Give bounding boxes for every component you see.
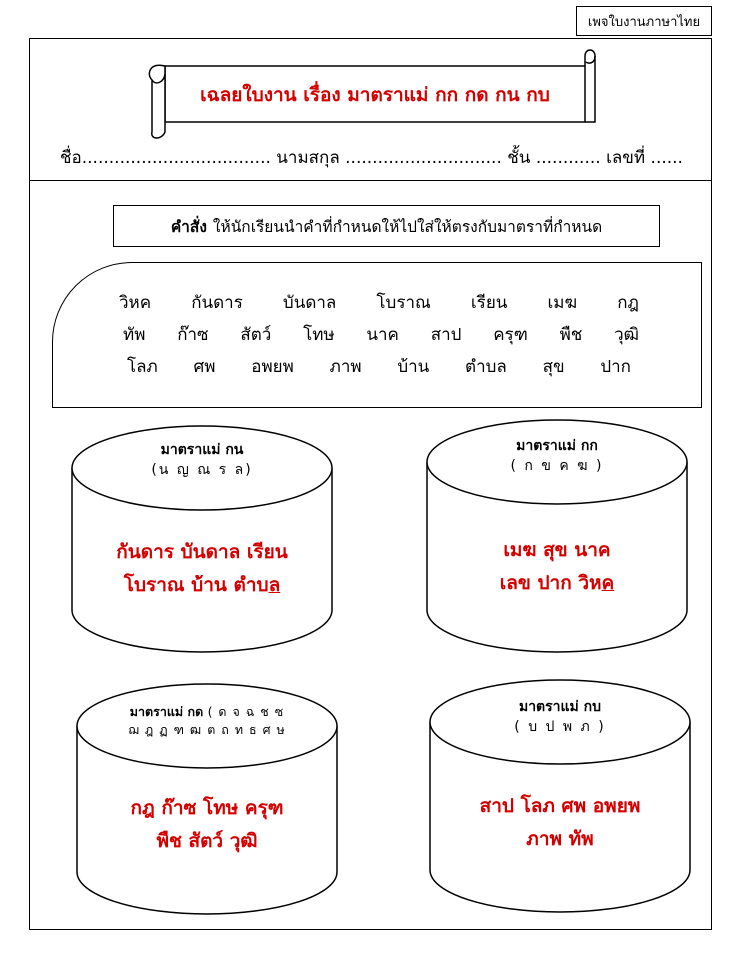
instruction-text: ให้นักเรียนนำคำที่กำหนดให้ไปใส่ให้ตรงกับมาตราที่กำหนด [212,217,603,236]
answer-underlined: ค [601,572,615,595]
word: กันดาร [191,293,243,313]
answer-underlined: ล [268,574,281,597]
word: วิหค [119,293,152,313]
word: เรียน [470,293,508,313]
answer-line: ภาพ ทัพ [526,828,594,851]
answer-line: สาป โลภ ศพ อพยพ [479,795,641,817]
word-row [119,289,639,316]
group-kon-answers [92,536,312,603]
word-bank [52,262,702,408]
word: เมฆ [547,293,578,313]
word: สัตว์ [240,325,272,345]
page-tag: เพจใบงานภาษาไทย [576,6,712,36]
header-divider [29,180,712,181]
worksheet-title: เฉลยใบงาน เรื่อง มาตราแม่ กก กด กน กบ [200,84,550,106]
word: บ้าน [397,357,430,377]
word: ศพ [193,357,216,377]
group-kok-letters: ( ก ข ค ฆ ) [510,458,604,475]
instruction-box [113,205,660,247]
group-kok-name: มาตราแม่ กก [516,438,598,454]
word: โบราณ [376,293,431,313]
answer-line: เมฆ สุข นาค [503,539,611,561]
word: ครุฑ [493,325,528,345]
group-kon-name: มาตราแม่ กน [160,442,244,458]
group-kod-answers [92,792,322,859]
word: ภาพ [329,357,362,377]
group-kon-header [112,440,292,481]
word-row [123,321,639,348]
word: นาค [366,325,399,345]
group-kok-header [467,436,647,477]
word: สุข [542,357,565,377]
word: วุฒิ [614,325,639,345]
word: โทษ [303,325,335,345]
group-kod-title [104,703,310,721]
answer-text: เลข ปาก วิห [499,572,602,595]
group-kod-header [104,703,310,739]
answer-line: กฎ ก๊าซ โทษ ครุฑ [130,797,284,819]
word: โลภ [127,357,158,377]
word: กฎ [617,293,639,313]
word-row [127,353,631,380]
word: อพยพ [251,357,294,377]
group-kob-header [470,697,650,738]
word: ก๊าซ [177,325,209,345]
group-kob-answers [445,790,675,857]
group-kod-letters-b: ฌ ฎ ฏ ฑ ฒ ต ถ ท ธ ศ ษ [128,722,286,738]
group-kod-letters-a: ( ด จ ฉ ช ซ [207,704,285,719]
answer-line: พืช สัตว์ วุฒิ [156,830,258,853]
word: ตำบล [465,357,507,377]
word: พืช [559,325,583,345]
answer-line: กันดาร บันดาล เรียน [116,541,288,563]
group-kon-letters: (น ญ ณ ร ล) [151,462,253,479]
student-info-line: ชื่อ................................... นามสกุล ............................. ชั้น ............ เลขที่ ...... [60,148,683,168]
group-kob-letters: ( บ ป พ ภ ) [514,719,606,736]
answer-line [447,567,667,600]
word: ปาก [600,357,631,377]
word: บันดาล [282,293,337,313]
answer-line [92,569,312,602]
group-kod-name: มาตราแม่ กด [129,704,204,719]
word: สาป [430,325,462,345]
word: ทัพ [123,325,146,345]
answer-text: โบราณ บ้าน ตำบ [123,574,269,597]
group-kok-answers [447,534,667,601]
instruction-label: คำสั่ง [170,217,207,236]
group-kob-name: มาตราแม่ กบ [518,699,602,715]
